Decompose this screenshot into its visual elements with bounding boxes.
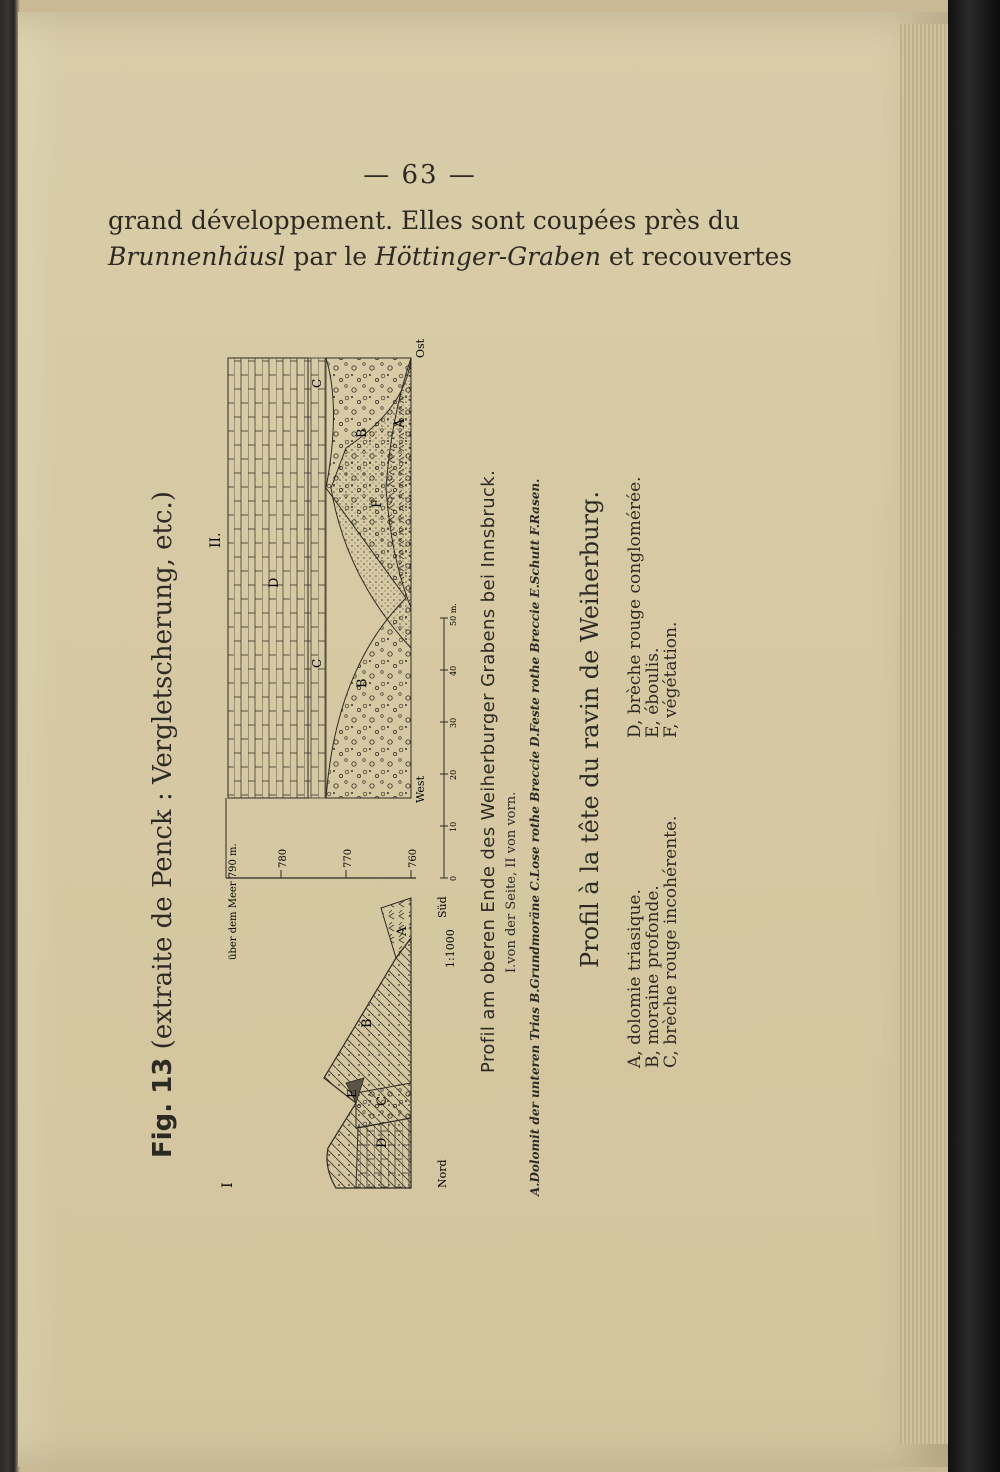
page-number: — 63 — <box>363 160 477 190</box>
legend-item-C: C, brèche rouge incohérente. <box>661 815 681 1068</box>
place-name-hottinger-graben: Höttinger-Graben <box>374 242 601 271</box>
body-text-line-2 <box>108 242 793 271</box>
elevation-title: über dem Meer 790 m. <box>228 843 239 960</box>
legend-item-D: D, brèche rouge conglomérée. <box>625 476 645 738</box>
scale-tick-20: 20 <box>449 769 458 780</box>
elev-tick-770: 770 <box>343 848 354 868</box>
scale-ratio: 1:1000 <box>444 929 457 968</box>
text-fragment: par le <box>285 242 375 271</box>
book-spine <box>948 0 1000 1472</box>
label-A-II: A <box>393 418 408 428</box>
layer-D-region-I <box>356 1118 411 1188</box>
profile-II-label: II. <box>208 532 224 548</box>
label-A-I: A <box>395 926 410 936</box>
label-D-II: D <box>267 577 282 588</box>
french-legend-left <box>626 816 680 1068</box>
label-C-I: C <box>375 1096 390 1106</box>
figure-title <box>148 491 178 1158</box>
label-west: West <box>414 776 427 803</box>
scale-tick-40: 40 <box>449 665 458 676</box>
scale-tick-30: 30 <box>449 717 458 728</box>
legend-item-E: E, éboulis. <box>643 647 663 738</box>
body-text-line-1: grand développement. Elles sont coupées près du <box>108 206 740 235</box>
layer-C-region-II <box>308 358 326 798</box>
figure-source: (extraite de Penck : Vergletscherung, etc.) <box>148 491 178 1058</box>
legend-item-B: B, moraine profonde. <box>643 885 663 1068</box>
german-caption: Profil am oberen Ende des Weiherburger Grabens bei Innsbruck. <box>478 469 499 1073</box>
label-C-II: C <box>310 658 324 668</box>
figure-number: Fig. 13 <box>148 1057 178 1158</box>
label-nord: Nord <box>436 1159 449 1188</box>
french-caption: Profil à la tête du ravin de Weiherburg. <box>576 490 604 968</box>
elev-tick-760: 760 <box>408 848 419 868</box>
scale-tick-10: 10 <box>449 821 458 832</box>
rotated-figure <box>148 308 708 1208</box>
label-ost: Ost <box>414 338 427 358</box>
scale-tick-50: 50 m. <box>449 603 458 626</box>
legend-item-F: F, végétation. <box>661 621 681 738</box>
label-E-I: E <box>345 1089 359 1098</box>
legend-item-A: A, dolomie triasique. <box>625 889 645 1068</box>
profile-I <box>220 896 449 1188</box>
label-sud: Süd <box>436 896 449 918</box>
elev-tick-780: 780 <box>278 848 289 868</box>
german-subcaption: I.von der Seite, II von vorn. <box>504 791 519 973</box>
label-B-II: B <box>355 678 370 688</box>
page-stack-edge <box>900 24 948 1444</box>
label-F-II: F <box>370 498 385 508</box>
label-C-II-right: C <box>310 378 324 388</box>
label-D-I: D <box>375 1137 390 1148</box>
geological-profile-diagram <box>206 308 456 1208</box>
label-B-II-right: B <box>355 428 370 438</box>
german-legend: A.Dolomit der unteren Trias B.Grundmoräne C.Lose rothe Breccie D.Feste rothe Breccie E.Schutt F.Rasen. <box>528 478 542 1196</box>
label-B-I: B <box>360 1018 375 1028</box>
place-name-brunnenhausl: Brunnenhäusl <box>108 242 286 271</box>
profile-I-label: I <box>220 1182 236 1188</box>
profile-II <box>208 338 427 803</box>
text-fragment: et recouvertes <box>600 242 793 271</box>
scale-tick-0: 0 <box>449 875 458 881</box>
french-legend-right <box>626 476 680 738</box>
